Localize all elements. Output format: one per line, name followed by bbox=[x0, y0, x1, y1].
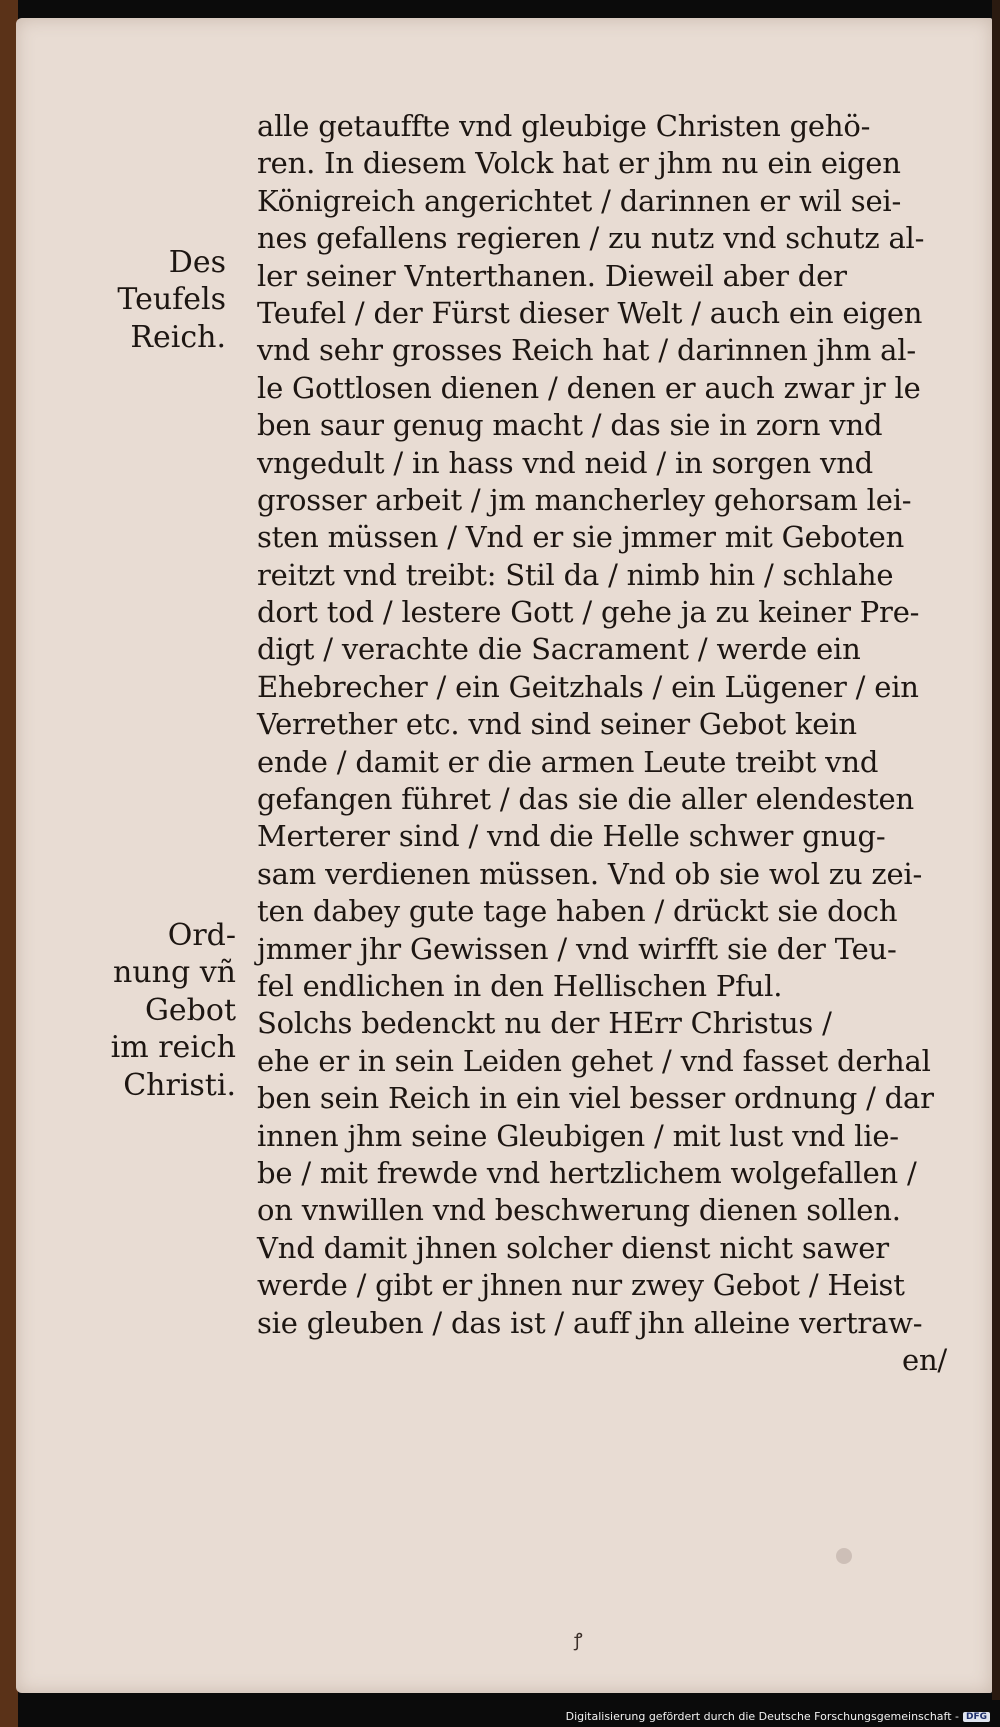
text-line: ren. In diesem Volck hat er jhm nu ein eigen bbox=[257, 146, 901, 181]
margin-note-ordnung bbox=[106, 917, 236, 1104]
dfg-logo-icon: DFG bbox=[963, 1712, 990, 1722]
margin-note-line: Teufels bbox=[117, 282, 226, 318]
text-line: Königreich angerichtet / darinnen er wil sei- bbox=[257, 183, 902, 218]
text-line: alle getauffte vnd gleubige Christen gehö- bbox=[257, 109, 871, 143]
margin-note-line: Reich. bbox=[130, 319, 226, 355]
text-line: vnd sehr grosses Reich hat / darinnen jhm al- bbox=[257, 333, 916, 368]
text-line: Solchs bedenckt nu der HErr Christus / bbox=[257, 1006, 832, 1041]
text-line: gefangen führet / das sie die aller elendesten bbox=[257, 782, 914, 817]
text-line: sten müssen / Vnd er sie jmmer mit Geboten bbox=[257, 520, 905, 555]
text-line: dort tod / lestere Gott / gehe ja zu keiner Pre- bbox=[257, 595, 920, 630]
text-line: be / mit frewde vnd hertzlichem wolgefallen / bbox=[257, 1155, 917, 1190]
text-line: on vnwillen vnd beschwerung dienen sollen. bbox=[257, 1193, 901, 1228]
text-line: fel endlichen in den Hellischen Pful. bbox=[257, 968, 783, 1003]
text-line: ben saur genug macht / das sie in zorn vnd bbox=[257, 408, 883, 443]
text-line: innen jhm seine Gleubigen / mit lust vnd lie- bbox=[257, 1118, 899, 1153]
margin-note-line: Christi. bbox=[123, 1067, 236, 1103]
body-text bbox=[257, 108, 947, 1379]
footer-ornament: ꝭ bbox=[574, 1630, 583, 1651]
text-line: Merterer sind / vnd die Helle schwer gnug- bbox=[257, 819, 886, 854]
margin-note-teufels-reich bbox=[96, 244, 226, 356]
text-line: ehe er in sein Leiden gehet / vnd fasset derhal bbox=[257, 1043, 931, 1078]
text-line: ler seiner Vnterthanen. Dieweil aber der bbox=[257, 258, 847, 293]
credit-text: Digitalisierung gefördert durch die Deutsche Forschungsgemeinschaft - bbox=[565, 1710, 959, 1723]
text-line: digt / verachte die Sacrament / werde ein bbox=[257, 632, 861, 667]
text-line: Vnd damit jhnen solcher dienst nicht sawer bbox=[257, 1230, 889, 1265]
text-line: werde / gibt er jhnen nur zwey Gebot / Heist bbox=[257, 1268, 905, 1303]
text-line: ben sein Reich in ein viel besser ordnung / dar bbox=[257, 1081, 934, 1116]
text-line: grosser arbeit / jm mancherley gehorsam lei- bbox=[257, 482, 912, 517]
text-line: ten dabey gute tage haben / drückt sie doch bbox=[257, 894, 898, 929]
book-fore-edge bbox=[992, 0, 1000, 1700]
text-line: reitzt vnd treibt: Stil da / nimb hin / schlahe bbox=[257, 557, 894, 592]
text-line: sam verdienen müssen. Vnd ob sie wol zu zei- bbox=[257, 856, 923, 891]
digitization-credit bbox=[566, 1710, 990, 1723]
margin-note-line: nung vñ bbox=[113, 955, 236, 991]
margin-note-line: Gebot bbox=[144, 992, 236, 1028]
text-line: Ehebrecher / ein Geitzhals / ein Lügener / ein bbox=[257, 669, 919, 704]
text-line: le Gottlosen dienen / denen er auch zwar jr le bbox=[257, 370, 921, 405]
text-line: Teufel / der Fürst dieser Welt / auch ein eigen bbox=[257, 295, 923, 330]
text-line: vngedult / in hass vnd neid / in sorgen vnd bbox=[257, 445, 874, 480]
margin-note-line: Ord- bbox=[167, 918, 236, 953]
text-line: nes gefallens regieren / zu nutz vnd schutz al- bbox=[257, 221, 925, 256]
text-line: sie gleuben / das ist / auff jhn alleine vertraw- bbox=[257, 1305, 923, 1340]
text-line: Verrether etc. vnd sind seiner Gebot kein bbox=[257, 707, 857, 742]
catchword: en/ bbox=[901, 1342, 947, 1377]
text-line: ende / damit er die armen Leute treibt vnd bbox=[257, 744, 879, 779]
text-line: jmmer jhr Gewissen / vnd wirfft sie der Teu- bbox=[257, 931, 897, 966]
margin-note-line: im reich bbox=[110, 1030, 236, 1066]
margin-note-line: Des bbox=[168, 245, 226, 280]
paper-stain bbox=[836, 1548, 852, 1564]
